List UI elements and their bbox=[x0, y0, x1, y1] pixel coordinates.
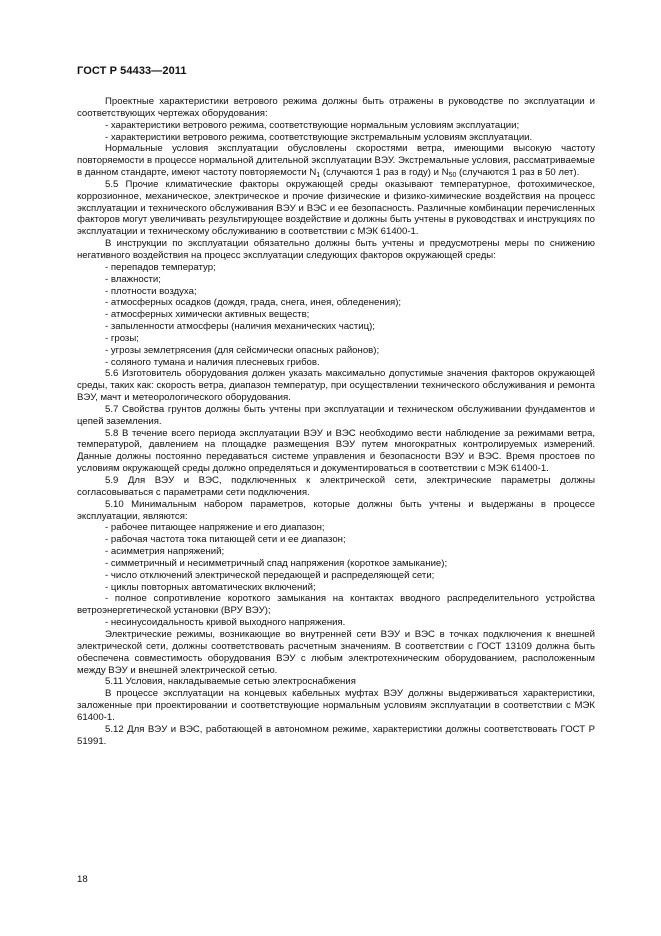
section-5-8-paragraph: 5.8 В течение всего периода эксплуатации ВЭУ и ВЭС необходимо вести наблюдение за режимами ветра, температурой, давлением на площадке размещения ВЭУ путем многократных контролируемых измерений. Данные должны постоянно передаваться системе управления и безопасности ВЭУ и ВЭС. Время простоев по условиям окружающей среды должно определяться и документироваться в соответствии с МЭК 61400-1. bbox=[77, 427, 595, 475]
section-5-10-paragraph: 5.10 Минимальным набором параметров, которые должны быть учтены и выдержаны в процессе эксплуатации, являются: bbox=[77, 498, 595, 522]
list-item: - число отключений электрической передающей и распределяющей сети; bbox=[105, 569, 435, 581]
normal-text-after: (случаются 1 раз в 50 лет). bbox=[456, 167, 580, 179]
list-item: - рабочее питающее напряжение и его диапазон; bbox=[105, 522, 325, 534]
electrical-modes-paragraph: Электрические режимы, возникающие во внутренней сети ВЭУ и ВЭС в точках подключения к внешней электрической сети, должны соответствовать расчетным значениям. В соответствии с ГОСТ 13109 должна быть обеспечена совместимость оборудования ВЭУ с любым электротехническим оборудованием, расположенным между ВЭУ и внешней электрической сетью. bbox=[77, 628, 595, 676]
section-5-5-paragraph: 5.5 Прочие климатические факторы окружающей среды оказывают температурное, фотохимическое, коррозионное, механическое, электрическое и прочие физические и физико-химические воздействия на процесс эксплуатации и технического обслуживания ВЭУ и ВЭС и ее безопасность. Различные комбинации перечисленных факторов могут увеличивать результирующее воздействие и должны быть учтены в руководствах и инструкциях по эксплуатации и техническому обслуживанию в соответствии с МЭК 61400-1. bbox=[77, 178, 595, 238]
page-number: 18 bbox=[77, 874, 88, 885]
normal-text-before: Нормальные условия эксплуатации обусловлены скоростями ветра, имеющими высокую частоту повторяемости в процессе нормальной длительной эксплуатации ВЭУ. Экстремальные условия, рассматриваемые в данном стандарте, имеют частоту повторяемости N bbox=[77, 143, 595, 179]
normal-text-mid: (случаются 1 раз в году) и N bbox=[320, 167, 449, 179]
document-body bbox=[77, 96, 595, 747]
normal-conditions-paragraph bbox=[77, 143, 595, 179]
list-item: - характеристики ветрового режима, соответствующие экстремальным условиям эксплуатации. bbox=[105, 131, 533, 143]
list-item: - циклы повторных автоматических включений; bbox=[105, 581, 316, 593]
list-item: - перепадов температур; bbox=[105, 261, 216, 273]
document-header: ГОСТ Р 54433—2011 bbox=[77, 65, 187, 77]
intro-paragraph: Проектные характеристики ветрового режима должны быть отражены в руководстве по эксплуатации и соответствующих чертежах оборудования: bbox=[77, 96, 595, 119]
list-item: - рабочая частота тока питающей сети и ее диапазон; bbox=[105, 534, 346, 546]
section-5-9-paragraph: 5.9 Для ВЭУ и ВЭС, подключенных к электрической сети, электрические параметры должны согласовываться с параметрами сети подключения. bbox=[77, 475, 595, 498]
section-5-6-paragraph: 5.6 Изготовитель оборудования должен указать максимально допустимые значения факторов окружающей среды, таких как: скорость ветра, диапазон температур, при осуществлении технического обслуживания и ремонта ВЭУ, мачт и метеорологического оборудования. bbox=[77, 368, 595, 404]
section-5-7-paragraph: 5.7 Свойства грунтов должны быть учтены при эксплуатации и техническом обслуживании фундаментов и цепей заземления. bbox=[77, 403, 595, 427]
list-item: - полное сопротивление короткого замыкания на контактах вводного распределительного устройства ветроэнергетической установки (ВРУ ВЭУ); bbox=[77, 593, 595, 617]
subscript-n50: 50 bbox=[448, 172, 457, 180]
list-item: - соляного тумана и наличия плесневых грибов. bbox=[105, 356, 320, 368]
list-item: - грозы; bbox=[105, 332, 139, 344]
list-item: - влажности; bbox=[105, 273, 161, 285]
list-item: - симметричный и несимметричный спад напряжения (короткое замыкание); bbox=[105, 557, 448, 569]
list-item: - запыленности атмосферы (наличия механических частиц); bbox=[105, 321, 375, 333]
section-5-5-instructions: В инструкции по эксплуатации обязательно должны быть учтены и предусмотрены меры по снижению негативного воздействия на процесс эксплуатации следующих факторов окружающей среды: bbox=[77, 238, 595, 261]
section-5-11-paragraph: В процессе эксплуатации на концевых кабельных муфтах ВЭУ должны выдерживаться характеристики, заложенные при проектировании и соответствующие нормальным условиям эксплуатации в соответствии с МЭК 61400-1. bbox=[77, 688, 595, 723]
list-item: - атмосферных химически активных веществ; bbox=[105, 309, 310, 321]
list-item: - атмосферных осадков (дождя, града, снега, инея, обледенения); bbox=[105, 297, 402, 309]
list-item: - несинусоидальность кривой выходного напряжения. bbox=[105, 617, 346, 629]
section-5-12-paragraph: 5.12 Для ВЭУ и ВЭС, работающей в автономном режиме, характеристики должны соответствовать ГОСТ Р 51991. bbox=[77, 723, 595, 747]
list-item: - асимметрия напряжений; bbox=[105, 546, 225, 558]
list-item: - угрозы землетрясения (для сейсмически опасных районов); bbox=[105, 344, 380, 356]
list-item: - плотности воздуха; bbox=[105, 285, 197, 297]
section-5-11-title: 5.11 Условия, накладываемые сетью электроснабжения bbox=[105, 676, 356, 688]
subscript-n1: 1 bbox=[316, 172, 321, 180]
list-item: - характеристики ветрового режима, соответствующие нормальным условиям эксплуатации; bbox=[105, 119, 520, 131]
